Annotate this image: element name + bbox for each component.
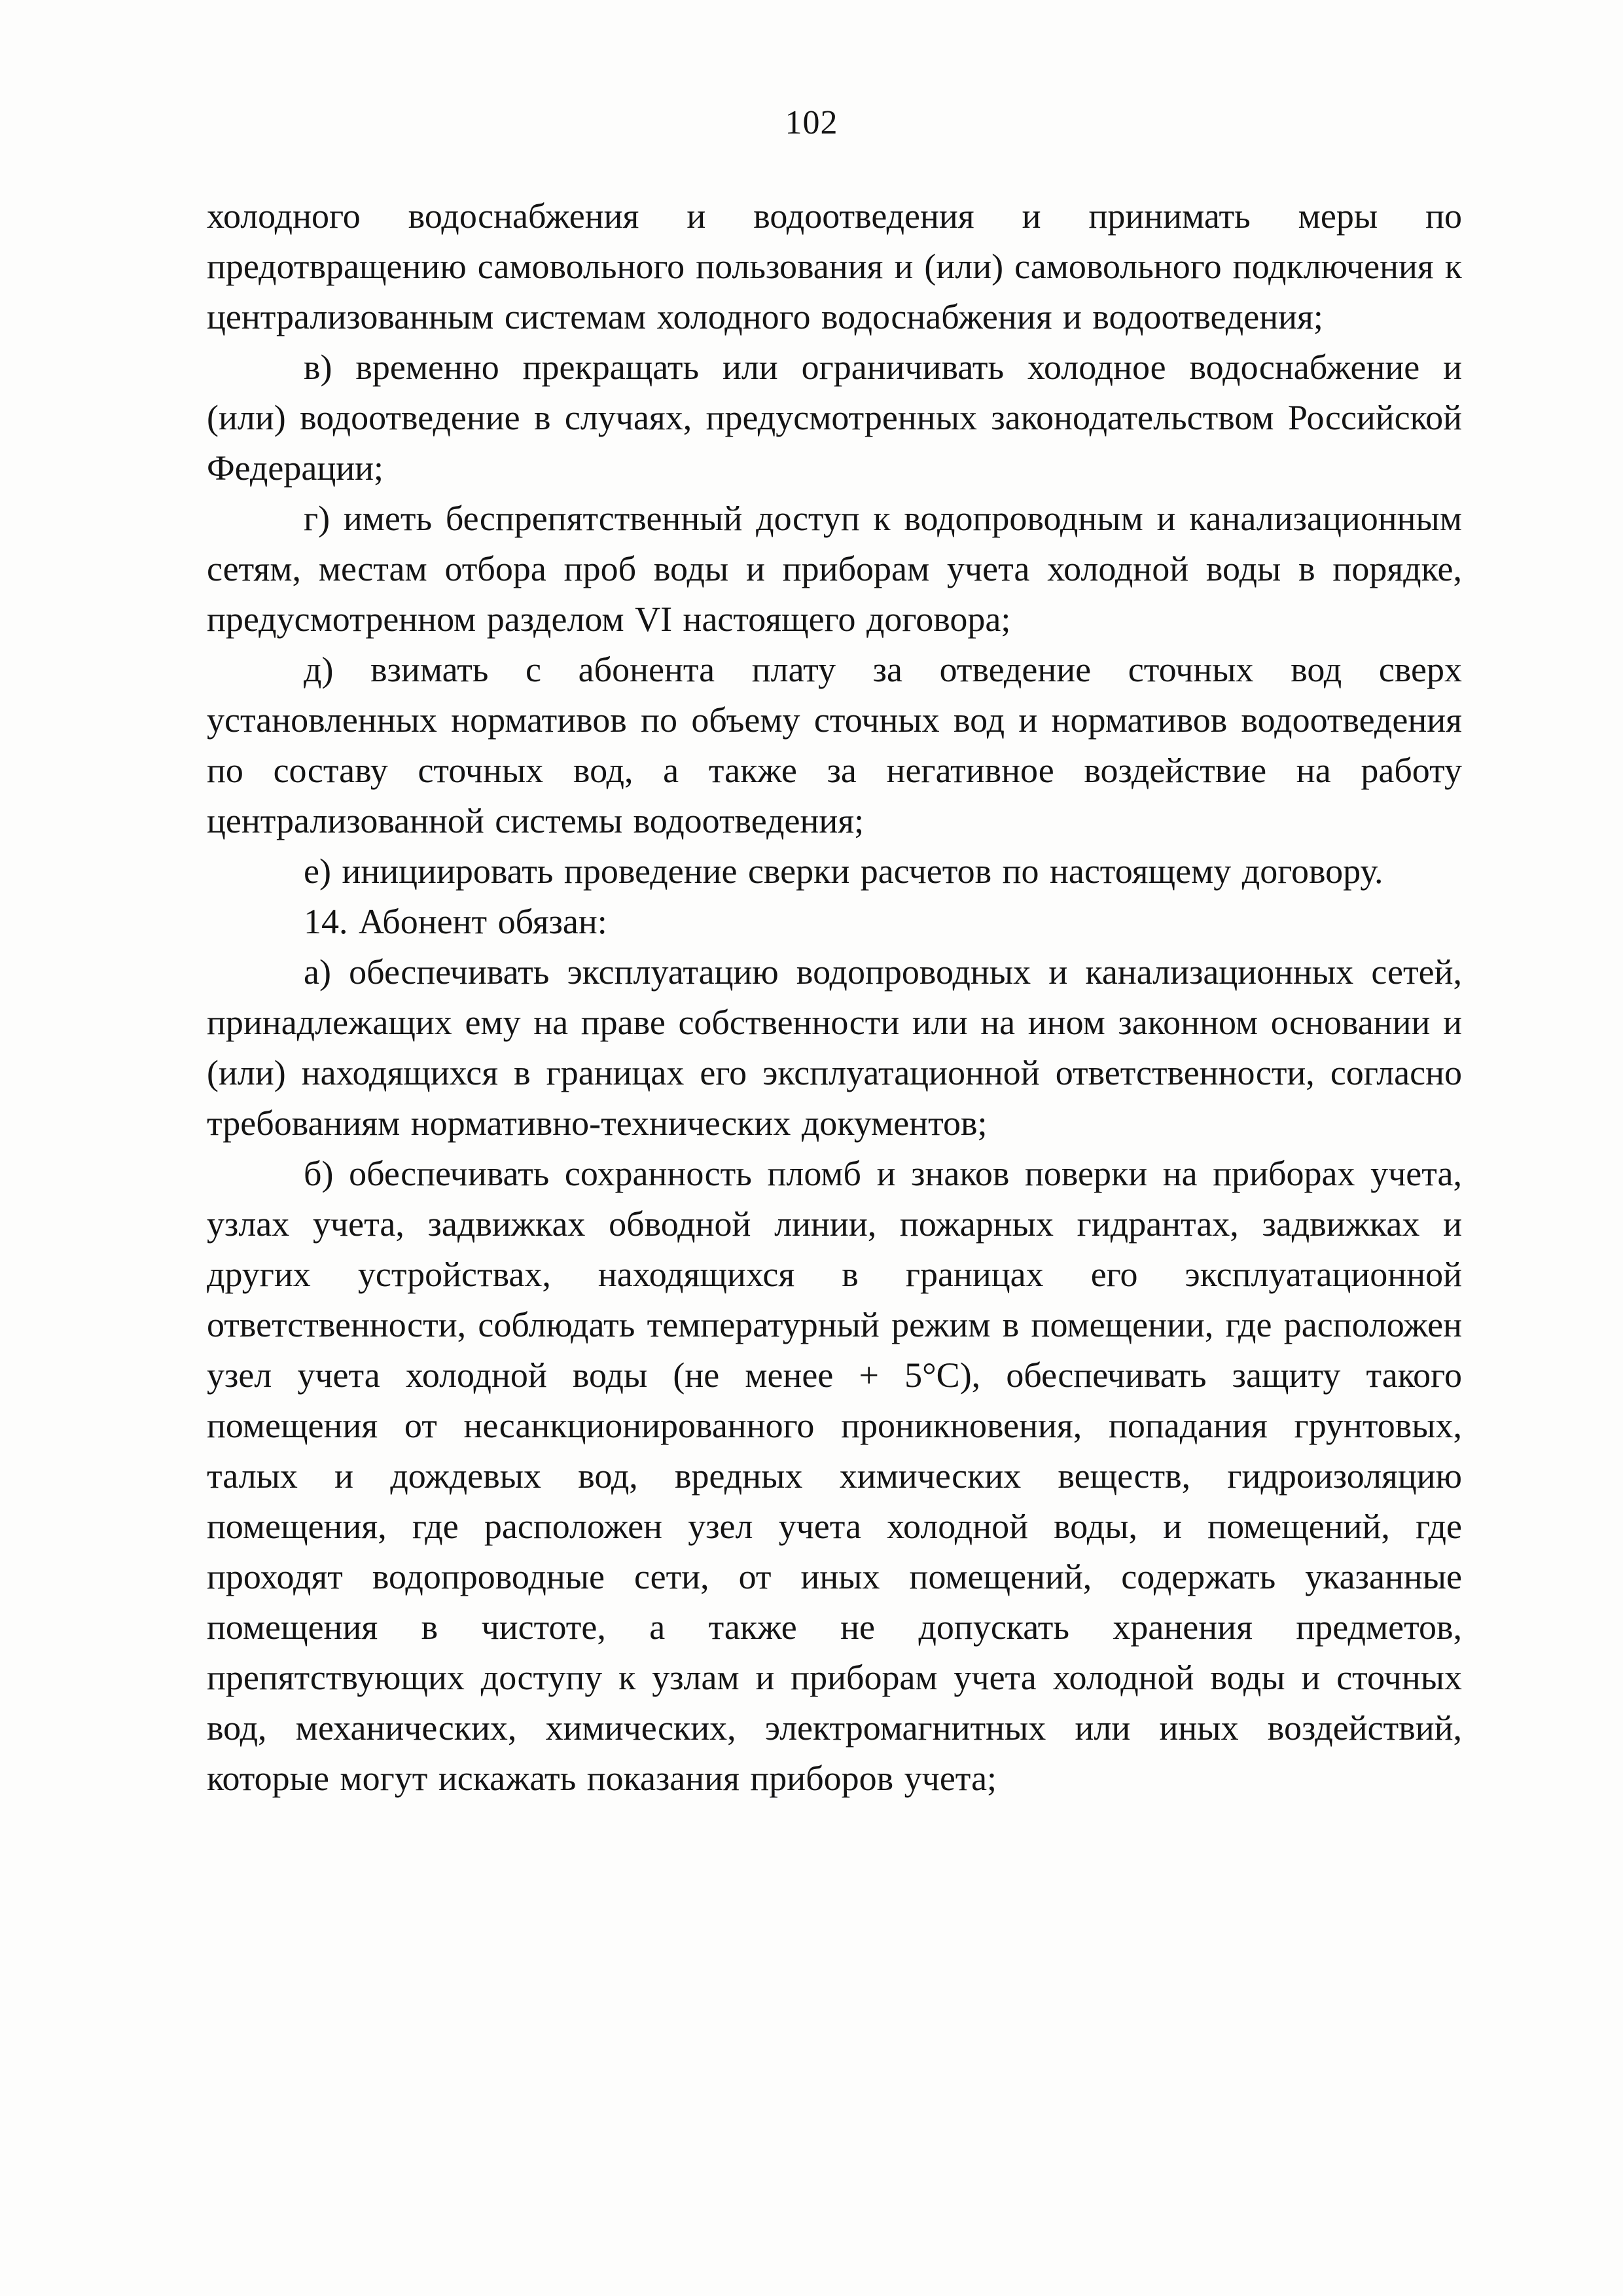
- paragraph-item-d: д) взимать с абонента плату за отведение сточных вод сверх установленных нормативов по объему сточных вод и нормативов водоотведения по составу сточных вод, а также за негативное воздействие на работу централизованной системы водоотведения;: [207, 650, 1462, 840]
- paragraph-item-a: а) обеспечивать эксплуатацию водопроводных и канализационных сетей, принадлежащих ему на праве собственности или на ином законном основании и (или) находящихся в границах его эксплуатационной ответственности, согласно требованиям нормативно-технических документов;: [207, 952, 1462, 1143]
- document-body: [207, 191, 1462, 1804]
- paragraph-continuation: холодного водоснабжения и водоотведения и принимать меры по предотвращению самовольного пользования и (или) самовольного подключения к централизованным системам холодного водоснабжения и водоотведения;: [207, 196, 1462, 336]
- paragraph-item-e: е) инициировать проведение сверки расчетов по настоящему договору.: [304, 852, 1383, 891]
- paragraph-item-g: г) иметь беспрепятственный доступ к водопроводным и канализационным сетям, местам отбора проб воды и приборам учета холодной воды в порядке, предусмотренном разделом VI настоящего договора;: [207, 499, 1462, 639]
- paragraph-item-v: в) временно прекращать или ограничивать холодное водоснабжение и (или) водоотведение в случаях, предусмотренных законодательством Российской Федерации;: [207, 348, 1462, 488]
- paragraph-item-b: б) обеспечивать сохранность пломб и знаков поверки на приборах учета, узлах учета, задвижках обводной линии, пожарных гидрантах, задвижках и других устройствах, находящихся в границах его эксплуатационной ответственности, соблюдать температурный режим в помещении, где расположен узел учета холодной воды (не менее + 5°С), обеспечивать защиту такого помещения от несанкционированного проникновения, попадания грунтовых, талых и дождевых вод, вредных химических веществ, гидроизоляцию помещения, где расположен узел учета холодной воды, и помещений, где проходят водопроводные сети, от иных помещений, содержать указанные помещения в чистоте, а также не допускать хранения предметов, препятствующих доступу к узлам и приборам учета холодной воды и сточных вод, механических, химических, электромагнитных или иных воздействий, которые могут искажать показания приборов учета;: [207, 1154, 1462, 1798]
- paragraph-clause-14: 14. Абонент обязан:: [304, 902, 607, 941]
- page-number: 102: [785, 104, 838, 141]
